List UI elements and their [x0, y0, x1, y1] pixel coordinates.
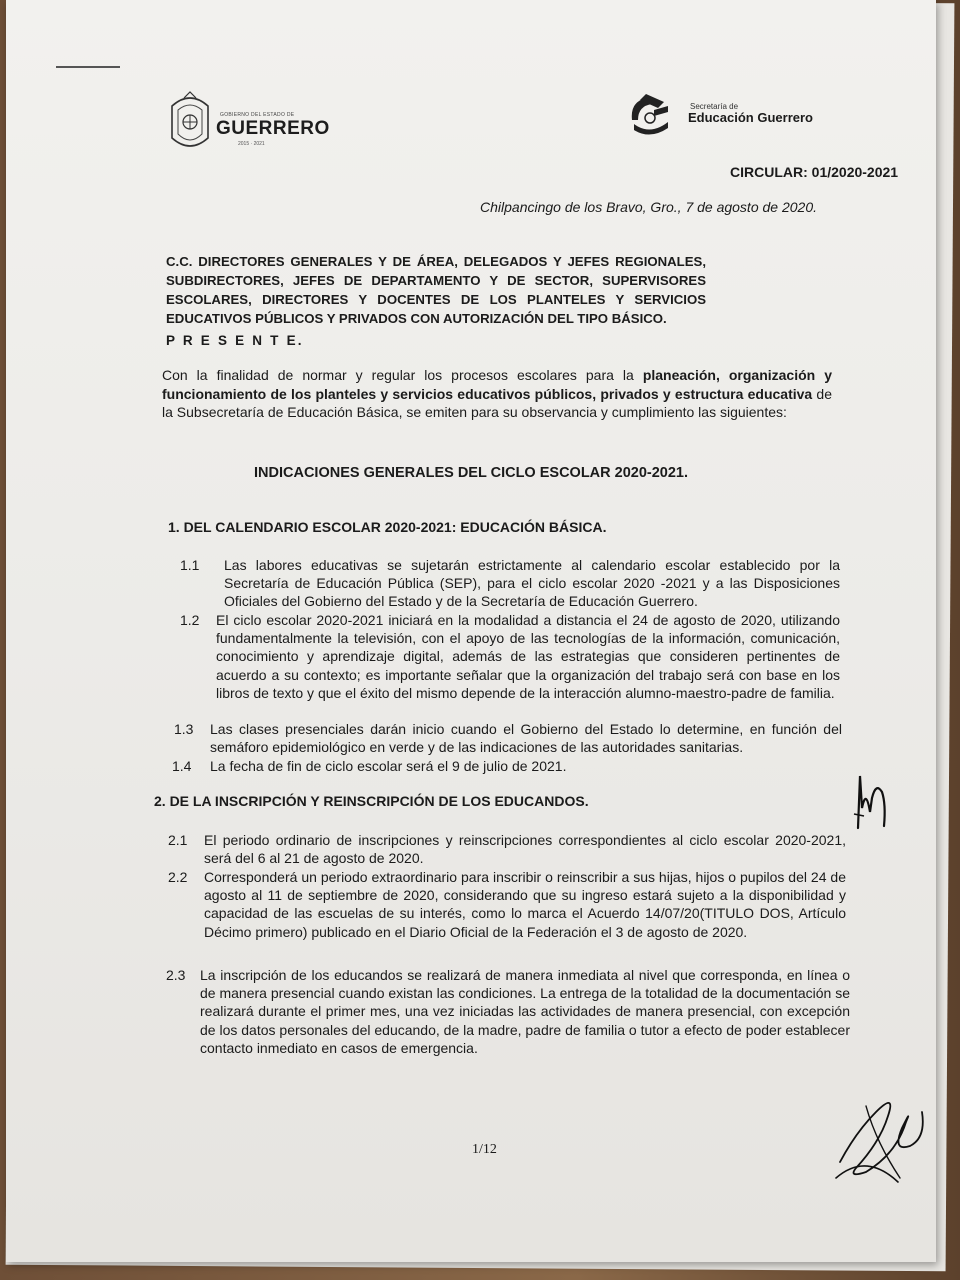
- addressee-line: SUBDIRECTORES, JEFES DE DEPARTAMENTO Y DE SECTOR, SUPERVISORES: [166, 273, 706, 288]
- guerrero-logo-name: GUERRERO: [216, 118, 330, 139]
- item-text: Las labores educativas se sujetarán estrictamente al calendario escolar establecido por la Secretaría de Educación Pública (SEP), para el ciclo escolar 2020 -2021 y a las Disposiciones Oficiales del Gobierno del Estado y de la Secretaría de Educación Guerrero.: [224, 557, 840, 610]
- item-number: 1.3: [174, 721, 194, 737]
- document-date: Chilpancingo de los Bravo, Gro., 7 de agosto de 2020.: [480, 199, 817, 215]
- seg-logo-caption: Secretaría de: [690, 102, 739, 111]
- intro-bold-text: planeación, organización y funcionamiento de los planteles y servicios educativos públicos, privados y estructura educativa: [162, 367, 832, 402]
- addressee-line: EDUCATIVOS PÚBLICOS Y PRIVADOS CON AUTORIZACIÓN DEL TIPO BÁSICO.: [166, 311, 667, 326]
- initials-signature-icon: [848, 768, 900, 838]
- item-number: 1.2: [180, 612, 200, 628]
- guerrero-logo-years: 2015 · 2021: [238, 141, 265, 147]
- seg-logo-icon: [624, 92, 674, 136]
- section-1-title: 1. DEL CALENDARIO ESCOLAR 2020-2021: EDUCACIÓN BÁSICA.: [168, 519, 607, 535]
- item-text: La inscripción de los educandos se realizará de manera inmediata al nivel que corresponda, en línea o de manera presencial cuando existan las condiciones. La entrega de la totalidad de la documentación se realizará durante el primer mes, una vez iniciadas las actividades de manera presencial, con excepción de los datos personales del educando, de la madre, padre de familia o tutor a efecto de poder establecer contacto inmediato en casos de emergencia.: [200, 967, 850, 1056]
- addressee-block: [166, 252, 706, 328]
- item-number: 1.4: [172, 758, 192, 774]
- item-number: 2.3: [166, 967, 186, 983]
- presente-label: P R E S E N T E.: [166, 333, 304, 348]
- indicaciones-title: INDICACIONES GENERALES DEL CICLO ESCOLAR 2020-2021.: [254, 465, 689, 481]
- item-text: El ciclo escolar 2020-2021 iniciará en la modalidad a distancia el 24 de agosto de 2020, utilizando fundamentalmente la televisión, con el apoyo de las tecnologías de la información, comunicación, conocimiento y aprendizaje digital, además de las estrategias que consideren pertinentes de acuerdo a su contexto; es importante señalar que la organización del trabajo será con base en los libros de texto y que el éxito del mismo depende de la interacción alumno-maestro-padre de familia.: [216, 612, 840, 701]
- guerrero-seal-icon: [166, 88, 214, 156]
- circular-number: CIRCULAR: 01/2020-2021: [730, 164, 899, 180]
- item-text: El periodo ordinario de inscripciones y reinscripciones correspondientes al ciclo escolar 2020-2021, será del 6 al 21 de agosto de 2020.: [204, 832, 846, 867]
- document-page: [6, 0, 936, 1262]
- item-text: Corresponderá un periodo extraordinario para inscribir o reinscribir a sus hijas, hijos o pupilos del 24 de agosto al 11 de septiembre de 2020, considerando que su ingreso estará sujeto a la disponibilidad y capacidad de las escuelas de su interés, como lo marca el Acuerdo 14/07/20(TITULO DOS, Artículo Décimo primero) publicado en el Diario Oficial de la Federación el 3 de agosto de 2020.: [204, 869, 846, 940]
- signature-icon: [826, 1082, 936, 1190]
- addressee-line: ESCOLARES, DIRECTORES Y DOCENTES DE LOS PLANTELES Y SERVICIOS: [166, 292, 706, 307]
- page-number: 1/12: [472, 1142, 497, 1157]
- section-2-title: 2. DE LA INSCRIPCIÓN Y REINSCRIPCIÓN DE LOS EDUCANDOS.: [154, 793, 589, 809]
- item-text: La fecha de fin de ciclo escolar será el 9 de julio de 2021.: [210, 758, 567, 774]
- top-dash-mark: [56, 66, 120, 68]
- intro-text: de la Subsecretaría de Educación Básica, se emiten para su observancia y cumplimiento las siguientes:: [162, 385, 832, 420]
- intro-paragraph: [162, 366, 832, 422]
- intro-text: Con la finalidad de normar y regular los procesos escolares para la: [162, 367, 643, 383]
- item-text: Las clases presenciales darán inicio cuando el Gobierno del Estado lo determine, en función del semáforo epidemiológico en verde y de las indicaciones de las autoridades sanitarias.: [210, 721, 842, 756]
- item-number: 2.1: [168, 832, 188, 848]
- addressee-line: C.C. DIRECTORES GENERALES Y DE ÁREA, DELEGADOS Y JEFES REGIONALES,: [166, 254, 706, 269]
- seg-logo-name: Educación Guerrero: [688, 110, 813, 125]
- item-number: 1.1: [180, 557, 200, 573]
- guerrero-logo-caption: GOBIERNO DEL ESTADO DE: [220, 112, 295, 118]
- item-number: 2.2: [168, 869, 188, 885]
